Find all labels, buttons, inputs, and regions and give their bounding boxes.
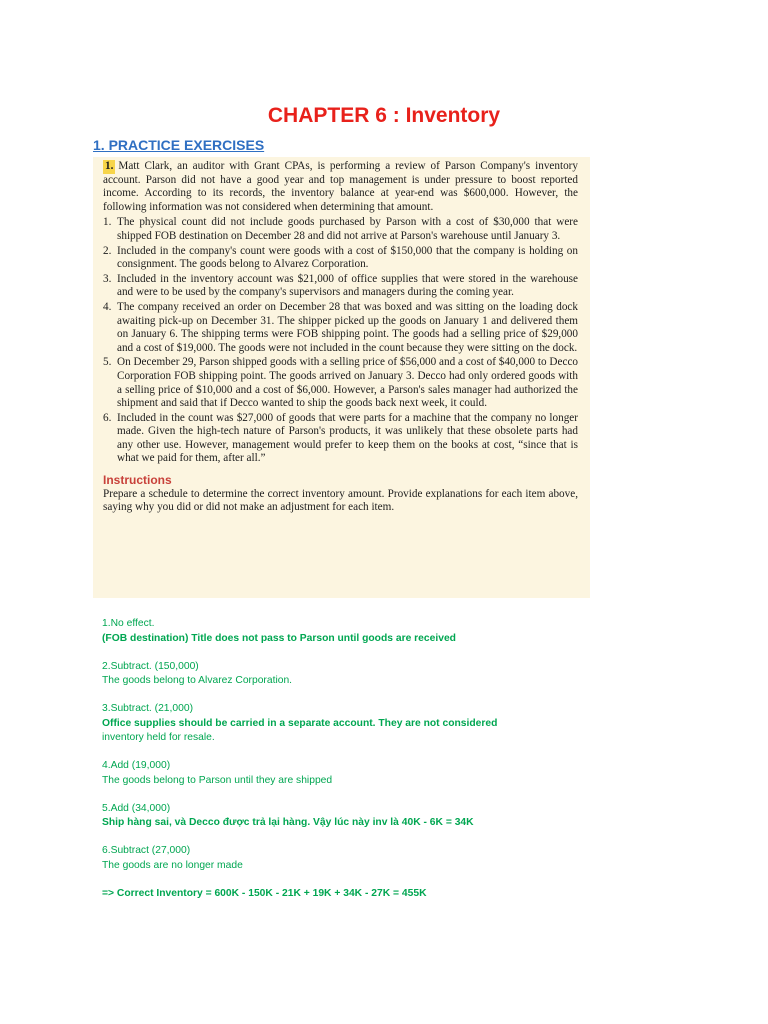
answer-explanation: The goods belong to Parson until they are shipped [102, 774, 333, 786]
exercise-item [103, 216, 578, 243]
instructions-title: Instructions [103, 473, 172, 488]
answer-item [102, 617, 662, 646]
answer-heading: 2.Subtract. (150,000) [102, 660, 199, 672]
conclusion: => Correct Inventory = 600K - 150K - 21K + 19K + 34K - 27K = 455K [102, 887, 427, 899]
answer-heading: 3.Subtract. (21,000) [102, 703, 194, 714]
answer-item [102, 702, 662, 746]
exercise-number: 1. [105, 160, 114, 172]
chapter-title: CHAPTER 6 : Inventory [267, 104, 501, 127]
exercise-intro [103, 160, 578, 214]
exercise-item-number: 1. [103, 216, 112, 229]
exercise-item-list [103, 216, 578, 466]
answer-explanation: The goods are no longer made [102, 859, 243, 871]
exercise-item-number: 2. [103, 244, 112, 257]
exercise-intro-text: Matt Clark, an auditor with Grant CPAs, is performing a review of Parson Company's inventory account. Parson did not have a good year and top management is under pressure to boost reported income. According to its records, the inventory balance at year-end was $600,000. However, the following information was not considered when determining that amount. [103, 160, 578, 213]
exercise-item-number: 3. [103, 272, 112, 285]
exercise-item-number: 4. [103, 300, 112, 313]
instructions-text: Prepare a schedule to determine the correct inventory amount. Provide explanations for each item above, saying why you did or did not make an adjustment for each item. [103, 487, 578, 514]
answer-heading: 1.No effect. [102, 618, 155, 629]
exercise-item-text: The company received an order on December 28 that was boxed and was sitting on the loading dock awaiting pick-up on December 31. The shipper picked up the goods on January 1 and delivered them on January 6. The shipping terms were FOB shipping point. The goods had a selling price of $29,000 and a cost of $19,000. The goods were not included in the count because they were sitting on the dock. [117, 300, 578, 354]
answer-item [102, 802, 662, 831]
answer-item [102, 844, 662, 873]
exercise-item-text: Included in the inventory account was $21,000 of office supplies that were stored in the warehouse and were to be used by the company's supervisors and managers during the coming year. [117, 272, 578, 299]
answer-explanation: The goods belong to Alvarez Corporation. [102, 675, 293, 686]
answer-explanation-continued: inventory held for resale. [102, 732, 215, 743]
exercise-item-text: The physical count did not include goods purchased by Parson with a cost of $30,000 that were shipped FOB destination on December 28 and did not arrive at Parson's warehouse until January 3. [117, 216, 578, 242]
exercise-item [103, 412, 578, 466]
exercise-item-number: 6. [103, 411, 112, 424]
answer-heading: 4.Add (19,000) [102, 760, 171, 771]
exercise-item-number: 5. [103, 356, 112, 369]
answer-heading: 6.Subtract (27,000) [102, 845, 191, 856]
answer-explanation: Office supplies should be carried in a separate account. They are not considered [102, 717, 498, 729]
answer-item [102, 660, 662, 689]
exercise-item [103, 273, 578, 300]
answer-explanation: (FOB destination) Title does not pass to Parson until goods are received [102, 632, 456, 644]
answers-section [102, 617, 662, 901]
answer-item [102, 759, 662, 788]
section-heading: 1. PRACTICE EXERCISES [93, 137, 265, 153]
answer-heading: 5.Add (34,000) [102, 802, 171, 814]
exercise-item-text: Included in the company's count were goods with a cost of $150,000 that the company is holding on consignment. The goods belong to Alvarez Corporation. [117, 244, 578, 271]
exercise-item [103, 245, 578, 272]
exercise-item-text: On December 29, Parson shipped goods with a selling price of $56,000 and a cost of $40,000 to Decco Corporation FOB shipping point. The goods arrived on January 3. Decco had only ordered goods with a selling price of $10,000 and a cost of $6,000. However, a Parson's sales manager had authorized the shipment and said that if Decco wanted to ship the goods back next week, it could. [117, 356, 578, 410]
exercise-item [103, 301, 578, 355]
exercise-item-text: Included in the count was $27,000 of goods that were parts for a machine that the company no longer made. Given the high-tech nature of Parson's products, it was unlikely that these obsolete parts had any other use. However, management would prefer to keep them on the books at cost, “since that is what we paid for them, after all.” [117, 411, 578, 465]
exercise-box [93, 157, 590, 598]
answer-explanation: Ship hàng sai, và Decco được trả lại hàng. Vậy lúc này inv là 40K - 6K = 34K [102, 817, 474, 828]
exercise-item [103, 356, 578, 410]
